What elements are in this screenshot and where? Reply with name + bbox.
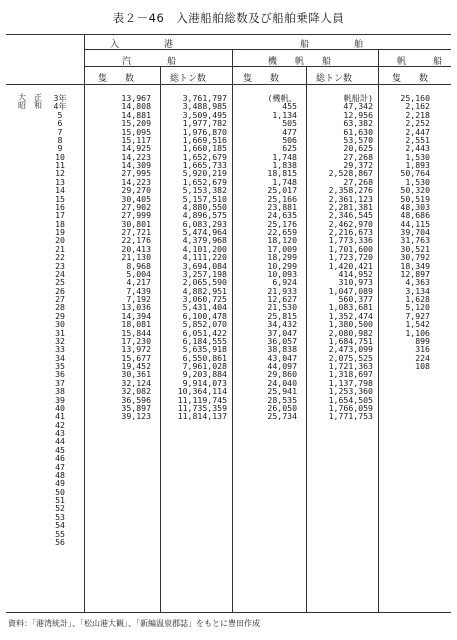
steam-count-cell: 30,405 (121, 194, 151, 203)
steam-tonnage-cell: 1,665,733 (182, 161, 227, 170)
motor-count-cell: 23,881 (267, 202, 297, 212)
motor-count-cell: 21,933 (267, 286, 297, 295)
steam-count-cell: 14,925 (121, 144, 151, 153)
sail-count-cell: 316 (415, 345, 430, 354)
steam-tonnage-cell: 11,119,745 (177, 395, 227, 404)
steam-count-cell: 27,995 (121, 169, 151, 178)
motor-count-cell: 6,924 (272, 278, 297, 287)
table-bottom-border (6, 612, 451, 613)
steam-tonnage-cell: 5,431,404 (182, 303, 227, 312)
steam-count-cell: 15,677 (121, 353, 151, 362)
col-divider-4 (378, 49, 379, 612)
steam-count-cell: 14,223 (121, 152, 151, 161)
steam-tonnage-cell: 3,761,797 (182, 94, 227, 103)
motor-count-cell: 505 (282, 119, 297, 128)
year-column-divider (84, 34, 85, 612)
steam-count-cell: 13,967 (121, 94, 151, 103)
sail-count-cell: 5,120 (405, 303, 430, 312)
sail-count-cell: 4,363 (405, 278, 430, 287)
motor-tonnage-cell: 1,352,474 (328, 311, 373, 321)
year-cell: 20 (55, 236, 65, 245)
steam-tonnage-cell: 10,364,114 (177, 387, 227, 396)
motor-tonnage-column (306, 94, 373, 421)
motor-count-cell: 477 (282, 127, 297, 136)
motor-count-cell: 10,093 (267, 269, 297, 279)
year-cell: 54 (55, 521, 65, 530)
header-entry: 入 港 (110, 40, 174, 50)
motor-tonnage-cell: 2,528,867 (328, 169, 373, 178)
motor-count-cell: 28,535 (267, 395, 297, 404)
motor-count-cell: 1,748 (272, 152, 297, 161)
steam-tonnage-cell: 3,257,198 (182, 269, 227, 279)
steam-count-cell: 32,124 (121, 378, 151, 388)
sail-count-cell: 39,704 (400, 228, 430, 237)
steam-tonnage-cell: 4,882,951 (182, 286, 227, 295)
year-cell: 18 (55, 219, 65, 228)
header-motor-count: 隻 数 (243, 74, 280, 84)
steam-count-cell: 14,808 (121, 102, 151, 111)
sail-count-cell: 12,897 (400, 269, 430, 279)
motor-tonnage-cell: 1,684,751 (328, 336, 373, 346)
motor-tonnage-cell: 1,083,681 (328, 303, 373, 312)
year-cell: 25 (55, 278, 65, 287)
header-sailship: 帆 船 (397, 57, 443, 67)
motor-tonnage-cell: 2,216,673 (328, 228, 373, 237)
motor-tonnage-cell: 1,654,505 (328, 395, 373, 404)
year-cell: 22 (55, 253, 65, 262)
motor-count-cell: 455 (282, 102, 297, 111)
steam-count-cell: 39,123 (121, 412, 151, 421)
sail-count-cell: 2,443 (405, 144, 430, 153)
steam-count-cell: 19,452 (121, 362, 151, 371)
steam-count-cell: 4,217 (126, 278, 151, 287)
steam-tonnage-cell: 11,735,359 (177, 403, 227, 413)
motor-tonnage-cell: 1,766,059 (328, 403, 373, 413)
year-cell: 37 (55, 378, 65, 388)
sail-count-cell: 2,447 (405, 127, 430, 136)
sail-count-cell: 30,792 (400, 253, 430, 262)
motor-count-cell: 37,047 (267, 328, 297, 337)
year-cell: 42 (55, 420, 65, 429)
header-motor-tonnage: 総トン数 (316, 74, 353, 84)
year-cell: 12 (55, 169, 65, 178)
steam-tonnage-cell: 6,100,478 (182, 311, 227, 321)
steam-tonnage-cell: 6,083,293 (182, 219, 227, 228)
sail-count-cell: 1,530 (405, 152, 430, 161)
steam-tonnage-cell: 2,065,590 (182, 278, 227, 287)
sail-count-cell: 2,162 (405, 102, 430, 111)
steam-tonnage-cell: 5,852,070 (182, 320, 227, 329)
motor-count-cell: 44,097 (267, 362, 297, 371)
motor-count-cell: 25,176 (267, 219, 297, 228)
year-cell: 23 (55, 261, 65, 270)
sail-count-cell: 2,218 (405, 110, 430, 120)
motor-tonnage-cell: 29,372 (343, 161, 373, 170)
steam-tonnage-cell: 3,060,725 (182, 295, 227, 304)
year-cell: 10 (55, 152, 65, 161)
steam-count-cell: 32,082 (121, 387, 151, 396)
steam-count-cell: 5,004 (126, 269, 151, 279)
year-cell: 33 (55, 345, 65, 354)
steam-tonnage-cell: 5,920,219 (182, 169, 227, 178)
year-cell: 32 (55, 336, 65, 346)
header-motor-sailship: 機 帆 船 (268, 57, 332, 67)
year-cell: 17 (55, 211, 65, 220)
steam-tonnage-cell: 7,961,028 (182, 362, 227, 371)
steam-tonnage-cell: 9,914,073 (182, 378, 227, 388)
motor-count-cell: 25,941 (267, 387, 297, 396)
motor-tonnage-cell: 47,342 (343, 102, 373, 111)
steam-count-cell: 21,130 (121, 253, 151, 262)
year-cell: 9 (57, 144, 63, 153)
steam-count-cell: 14,394 (121, 311, 151, 321)
motor-count-cell: 12,627 (267, 295, 297, 304)
motor-tonnage-cell: 2,462,970 (328, 219, 373, 228)
header-sail-count: 隻 数 (392, 74, 429, 84)
year-column (40, 94, 80, 546)
motor-count-column (234, 94, 297, 421)
steam-count-cell: 36,596 (121, 395, 151, 404)
sail-count-cell: 44,115 (400, 219, 430, 228)
year-cell: 55 (55, 529, 65, 538)
steam-count-cell: 13,036 (121, 303, 151, 312)
steam-count-cell: 29,270 (121, 186, 151, 195)
source-note: 資料：「港湾統計」、「松山港大観」、「新編温泉郡誌」をもとに豊田作成 (8, 619, 260, 628)
steam-count-cell: 27,902 (121, 202, 151, 212)
steam-tonnage-cell: 4,896,575 (182, 211, 227, 220)
motor-tonnage-cell: 1,773,336 (328, 236, 373, 245)
motor-tonnage-cell: 1,771,753 (328, 412, 373, 421)
steam-count-cell: 22,176 (121, 236, 151, 245)
motor-tonnage-cell: 310,973 (338, 278, 373, 287)
steam-tonnage-cell: 3,488,985 (182, 102, 227, 111)
steam-count-cell: 14,223 (121, 177, 151, 187)
year-cell: 3年 (53, 94, 67, 103)
sail-count-cell: 1,530 (405, 177, 430, 187)
motor-tonnage-cell: 27,268 (343, 152, 373, 161)
year-cell: 43 (55, 429, 65, 438)
motor-tonnage-cell: 63,382 (343, 119, 373, 128)
motor-tonnage-cell: 2,346,545 (328, 211, 373, 220)
steam-count-cell: 8,968 (126, 261, 151, 270)
motor-count-cell: 18,815 (267, 169, 297, 178)
motor-count-cell: 36,057 (267, 336, 297, 346)
motor-count-cell: 24,040 (267, 378, 297, 388)
motor-count-cell: 1,748 (272, 177, 297, 187)
steam-tonnage-cell: 1,652,679 (182, 152, 227, 161)
motor-count-cell: 38,838 (267, 345, 297, 354)
motor-count-cell: 22,659 (267, 228, 297, 237)
steam-tonnage-cell: 5,157,510 (182, 194, 227, 203)
motor-tonnage-cell: 1,723,720 (328, 253, 373, 262)
motor-tonnage-cell: 20,625 (343, 144, 373, 153)
motor-count-cell: 26,050 (267, 403, 297, 413)
year-cell: 48 (55, 470, 65, 480)
year-cell: 24 (55, 269, 65, 279)
steam-tonnage-cell: 1,660,185 (182, 144, 227, 153)
col-divider-1 (160, 66, 161, 612)
year-cell: 51 (55, 496, 65, 505)
steam-count-cell: 14,881 (121, 110, 151, 120)
steam-count-cell: 35,897 (121, 403, 151, 413)
year-cell: 52 (55, 504, 65, 513)
year-cell: 40 (55, 403, 65, 413)
year-cell: 34 (55, 353, 65, 362)
sail-count-cell: 1,542 (405, 320, 430, 329)
motor-tonnage-cell: 1,318,697 (328, 370, 373, 379)
header-bottom-border (6, 84, 451, 85)
motor-tonnage-cell: 1,380,500 (328, 320, 373, 329)
motor-count-cell: 24,635 (267, 211, 297, 220)
motor-count-cell: (機帆、 (267, 94, 297, 103)
year-cell: 14 (55, 186, 65, 195)
motor-tonnage-cell: 27,268 (343, 177, 373, 187)
motor-tonnage-cell: 1,420,421 (328, 261, 373, 270)
motor-count-cell: 25,017 (267, 186, 297, 195)
motor-tonnage-cell: 1,137,798 (328, 378, 373, 388)
year-cell: 5 (57, 110, 63, 120)
steam-count-cell: 7,192 (126, 295, 151, 304)
steam-tonnage-cell: 5,153,382 (182, 186, 227, 195)
steam-count-cell: 30,801 (121, 219, 151, 228)
steam-count-cell: 15,095 (121, 127, 151, 136)
motor-count-cell: 625 (282, 144, 297, 153)
steam-count-cell: 17,230 (121, 336, 151, 346)
motor-tonnage-cell: 1,701,600 (328, 244, 373, 254)
steam-tonnage-cell: 1,977,782 (182, 119, 227, 128)
motor-tonnage-cell: 1,047,089 (328, 286, 373, 295)
col-divider-2 (232, 49, 233, 612)
steam-count-column (88, 94, 151, 421)
year-cell: 19 (55, 228, 65, 237)
steam-tonnage-cell: 4,379,968 (182, 236, 227, 245)
motor-count-cell: 17,009 (267, 244, 297, 254)
sail-count-cell: 899 (415, 336, 430, 346)
header-steam-count: 隻 数 (98, 74, 135, 84)
header-steam-tonnage: 総トン数 (170, 74, 207, 84)
year-cell: 7 (57, 127, 63, 136)
motor-tonnage-cell: 1,721,363 (328, 362, 373, 371)
steam-tonnage-cell: 4,101,200 (182, 244, 227, 254)
year-cell: 15 (55, 194, 65, 203)
steam-tonnage-cell: 1,976,870 (182, 127, 227, 136)
steam-count-cell: 30,361 (121, 370, 151, 379)
motor-tonnage-cell: 2,080,982 (328, 328, 373, 337)
steam-count-cell: 27,721 (121, 228, 151, 237)
year-cell: 4年 (53, 102, 67, 111)
motor-count-cell: 25,815 (267, 311, 297, 321)
motor-tonnage-cell: 2,358,276 (328, 186, 373, 195)
steam-tonnage-cell: 4,111,220 (182, 253, 227, 262)
motor-tonnage-cell: 53,570 (343, 135, 373, 145)
header-steamship: 汽 船 (122, 57, 177, 67)
steam-tonnage-cell: 6,051,422 (182, 328, 227, 337)
motor-count-cell: 1,134 (272, 110, 297, 120)
steam-tonnage-cell: 3,694,084 (182, 261, 227, 270)
sail-count-cell: 2,252 (405, 119, 430, 128)
sail-count-cell: 50,519 (400, 194, 430, 203)
motor-count-cell: 21,530 (267, 303, 297, 312)
sail-count-cell: 108 (415, 362, 430, 371)
motor-tonnage-cell: 1,253,360 (328, 387, 373, 396)
steam-tonnage-cell: 4,880,550 (182, 202, 227, 212)
year-cell: 13 (55, 177, 65, 187)
year-cell: 56 (55, 537, 65, 547)
year-cell: 53 (55, 512, 65, 522)
steam-count-cell: 18,081 (121, 320, 151, 329)
year-cell: 49 (55, 479, 65, 488)
year-cell: 11 (55, 161, 65, 170)
motor-tonnage-cell: 414,952 (338, 269, 373, 279)
motor-count-cell: 506 (282, 135, 297, 145)
sail-count-cell: 1,893 (405, 161, 430, 170)
motor-tonnage-cell: 2,281,381 (328, 202, 373, 212)
motor-tonnage-cell: 12,956 (343, 110, 373, 120)
motor-tonnage-cell: 2,361,123 (328, 194, 373, 203)
motor-count-cell: 10,299 (267, 261, 297, 270)
page-title: 表２－46 入港船舶総数及び船舶乗降人員 (112, 11, 345, 25)
steam-count-cell: 27,999 (121, 211, 151, 220)
sail-count-cell: 48,303 (400, 202, 430, 212)
year-cell: 30 (55, 320, 65, 329)
year-cell: 21 (55, 244, 65, 254)
header-ships: 船 舶 (300, 40, 364, 50)
year-cell: 8 (57, 135, 63, 145)
era-label-taisho: 大 正 (18, 93, 42, 102)
motor-count-cell: 1,838 (272, 161, 297, 170)
year-cell: 16 (55, 202, 65, 212)
motor-count-cell: 29,860 (267, 370, 297, 379)
steam-tonnage-cell: 5,635,918 (182, 345, 227, 354)
steam-tonnage-cell: 9,203,884 (182, 370, 227, 379)
steam-count-cell: 15,209 (121, 119, 151, 128)
sail-count-cell: 50,764 (400, 169, 430, 178)
steam-count-cell: 15,117 (121, 135, 151, 145)
steam-count-cell: 15,844 (121, 328, 151, 337)
steam-count-cell: 13,972 (121, 345, 151, 354)
year-cell: 31 (55, 328, 65, 337)
sail-count-cell: 18,349 (400, 261, 430, 270)
motor-count-cell: 43,047 (267, 353, 297, 362)
year-cell: 28 (55, 303, 65, 312)
motor-count-cell: 25,734 (267, 412, 297, 421)
year-cell: 45 (55, 445, 65, 455)
sail-count-cell: 1,628 (405, 295, 430, 304)
sail-count-column (380, 94, 430, 370)
sail-count-cell: 1,106 (405, 328, 430, 337)
steam-count-cell: 7,439 (126, 286, 151, 295)
sail-count-cell: 30,521 (400, 244, 430, 254)
year-cell: 35 (55, 362, 65, 371)
steam-count-cell: 14,309 (121, 161, 151, 170)
steam-tonnage-cell: 3,509,495 (182, 110, 227, 120)
motor-tonnage-cell: 2,473,099 (328, 345, 373, 354)
year-cell: 26 (55, 286, 65, 295)
year-cell: 41 (55, 412, 65, 421)
motor-count-cell: 25,166 (267, 194, 297, 203)
steam-count-cell: 20,413 (121, 244, 151, 254)
sail-count-cell: 224 (415, 353, 430, 362)
motor-tonnage-cell: 61,630 (343, 127, 373, 136)
sail-count-cell: 2,551 (405, 135, 430, 145)
year-cell: 47 (55, 462, 65, 471)
sail-count-cell: 31,763 (400, 236, 430, 245)
table-top-border (6, 34, 451, 35)
sail-count-cell: 50,320 (400, 186, 430, 195)
steam-tonnage-cell: 1,652,679 (182, 177, 227, 187)
steam-tonnage-column (162, 94, 227, 421)
era-label-showa: 昭 和 (18, 101, 42, 111)
year-cell: 36 (55, 370, 65, 379)
steam-tonnage-cell: 5,474,964 (182, 228, 227, 237)
sail-count-cell: 7,927 (405, 311, 430, 321)
motor-count-cell: 18,120 (267, 236, 297, 245)
year-cell: 6 (57, 119, 63, 128)
sail-count-cell: 25,160 (400, 94, 430, 103)
motor-tonnage-cell: 帆船計) (343, 94, 373, 103)
motor-tonnage-cell: 560,377 (338, 295, 373, 304)
year-cell: 27 (55, 295, 65, 304)
motor-count-cell: 18,299 (267, 253, 297, 262)
steam-tonnage-cell: 6,184,555 (182, 336, 227, 346)
year-cell: 46 (55, 454, 65, 463)
sail-count-cell: 3,134 (405, 286, 430, 295)
steam-tonnage-cell: 11,814,137 (177, 412, 227, 421)
motor-tonnage-cell: 2,075,525 (328, 353, 373, 362)
sail-count-cell: 48,686 (400, 211, 430, 220)
steam-tonnage-cell: 1,669,516 (182, 135, 227, 145)
motor-count-cell: 34,432 (267, 320, 297, 329)
year-cell: 39 (55, 395, 65, 404)
year-cell: 38 (55, 387, 65, 396)
steam-tonnage-cell: 6,550,861 (182, 353, 227, 362)
year-cell: 44 (55, 437, 65, 446)
year-cell: 50 (55, 487, 65, 496)
year-cell: 29 (55, 311, 65, 321)
